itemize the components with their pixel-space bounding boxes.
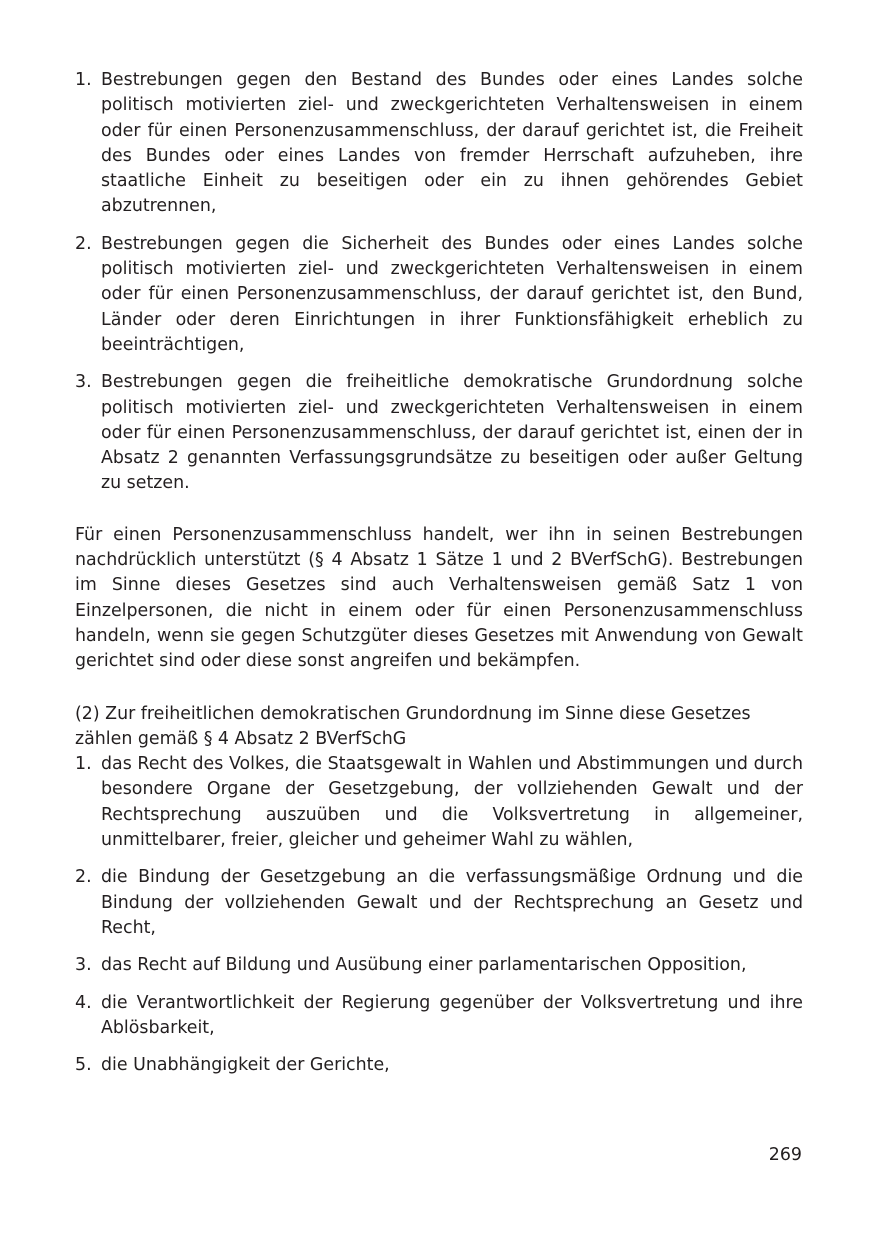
list-bestrebungen bbox=[75, 68, 803, 497]
list-item-text: die Bindung der Gesetzgebung an die verfassungsmäßige Ordnung und die Bindung der vollziehenden Gewalt und der Rechtsprechung an Gesetz und Recht, bbox=[101, 867, 803, 938]
paragraph-absatz-2: (2) Zur freiheitlichen demokratischen Grundordnung im Sinne diese Gesetzes zählen gemäß § 4 Absatz 2 BVerfSchG bbox=[75, 703, 751, 749]
list-item bbox=[75, 865, 803, 941]
list-item bbox=[75, 953, 803, 978]
list-item-number: 3. bbox=[75, 372, 92, 393]
document-page bbox=[75, 68, 803, 1090]
list-item bbox=[75, 752, 803, 853]
list-item bbox=[75, 232, 803, 358]
list-item-number: 2. bbox=[75, 867, 92, 888]
list-item-number: 2. bbox=[75, 233, 92, 254]
list-item-number: 3. bbox=[75, 955, 92, 976]
list-item-number: 5. bbox=[75, 1055, 92, 1076]
list-item-text: Bestrebungen gegen die Sicherheit des Bundes oder eines Landes solche politisch motivierten ziel- und zweckgerichteten Verhaltensweisen in einem oder für einen Personenzusammenschluss, der darauf gerichtet ist, den Bund, Länder oder deren Einrichtungen in ihrer Funktionsfähigkeit erheblich zu beeinträchtigen, bbox=[101, 233, 803, 355]
list-item bbox=[75, 1053, 803, 1078]
list-item bbox=[75, 68, 803, 220]
list-item bbox=[75, 370, 803, 496]
list-item-number: 4. bbox=[75, 992, 92, 1013]
list-item-text: Bestrebungen gegen die freiheitliche demokratische Grundordnung solche politisch motivierten ziel- und zweckgerichteten Verhaltensweisen in einem oder für einen Personenzusammenschluss, der darauf gerichtet ist, einen der in Absatz 2 genannten Verfassungsgrundsätze zu beseitigen oder außer Geltung zu setzen. bbox=[101, 372, 803, 494]
list-item bbox=[75, 991, 803, 1042]
list-item-text: das Recht auf Bildung und Ausübung einer parlamentarischen Opposition, bbox=[101, 955, 747, 976]
page-number: 269 bbox=[768, 1145, 802, 1165]
list-item-text: Bestrebungen gegen den Bestand des Bundes oder eines Landes solche politisch motivierten ziel- und zweckgerichteten Verhaltensweisen in einem oder für einen Personenzusammenschluss, der darauf gerichtet ist, die Freiheit des Bundes oder eines Landes von fremder Herrschaft aufzuheben, ihre staatliche Einheit zu beseitigen oder ein zu ihnen gehörendes Gebiet abzutrennen, bbox=[101, 70, 803, 217]
list-item-text: die Verantwortlichkeit der Regierung gegenüber der Volksvertretung und ihre Ablösbarkeit, bbox=[101, 992, 803, 1038]
list-item-text: die Unabhängigkeit der Gerichte, bbox=[101, 1055, 390, 1076]
paragraph-personenzusammenschluss: Für einen Personenzusammenschluss handelt, wer ihn in seinen Bestrebungen nachdrücklich unterstützt (§ 4 Absatz 1 Sätze 1 und 2 BVerfSchG). Bestrebungen im Sinne dieses Gesetzes sind auch Verhaltensweisen gemäß Satz 1 von Einzelpersonen, die nicht in einem oder für einen Personenzusammenschluss handeln, wenn sie gegen Schutzgüter dieses Gesetzes mit Anwendung von Gewalt gerichtet sind oder diese sonst angreifen und bekämpfen. bbox=[75, 524, 803, 672]
list-item-number: 1. bbox=[75, 70, 92, 90]
list-grundordnung bbox=[75, 752, 803, 1078]
list-item-text: das Recht des Volkes, die Staatsgewalt in Wahlen und Abstimmungen und durch besondere Organe der Gesetzgebung, der vollziehenden Gewalt und der Rechtsprechung auszuüben und die Volksvertretung in allgemeiner, unmittelbarer, freier, gleicher und geheimer Wahl zu wählen, bbox=[101, 754, 803, 851]
list-item-number: 1. bbox=[75, 754, 92, 775]
